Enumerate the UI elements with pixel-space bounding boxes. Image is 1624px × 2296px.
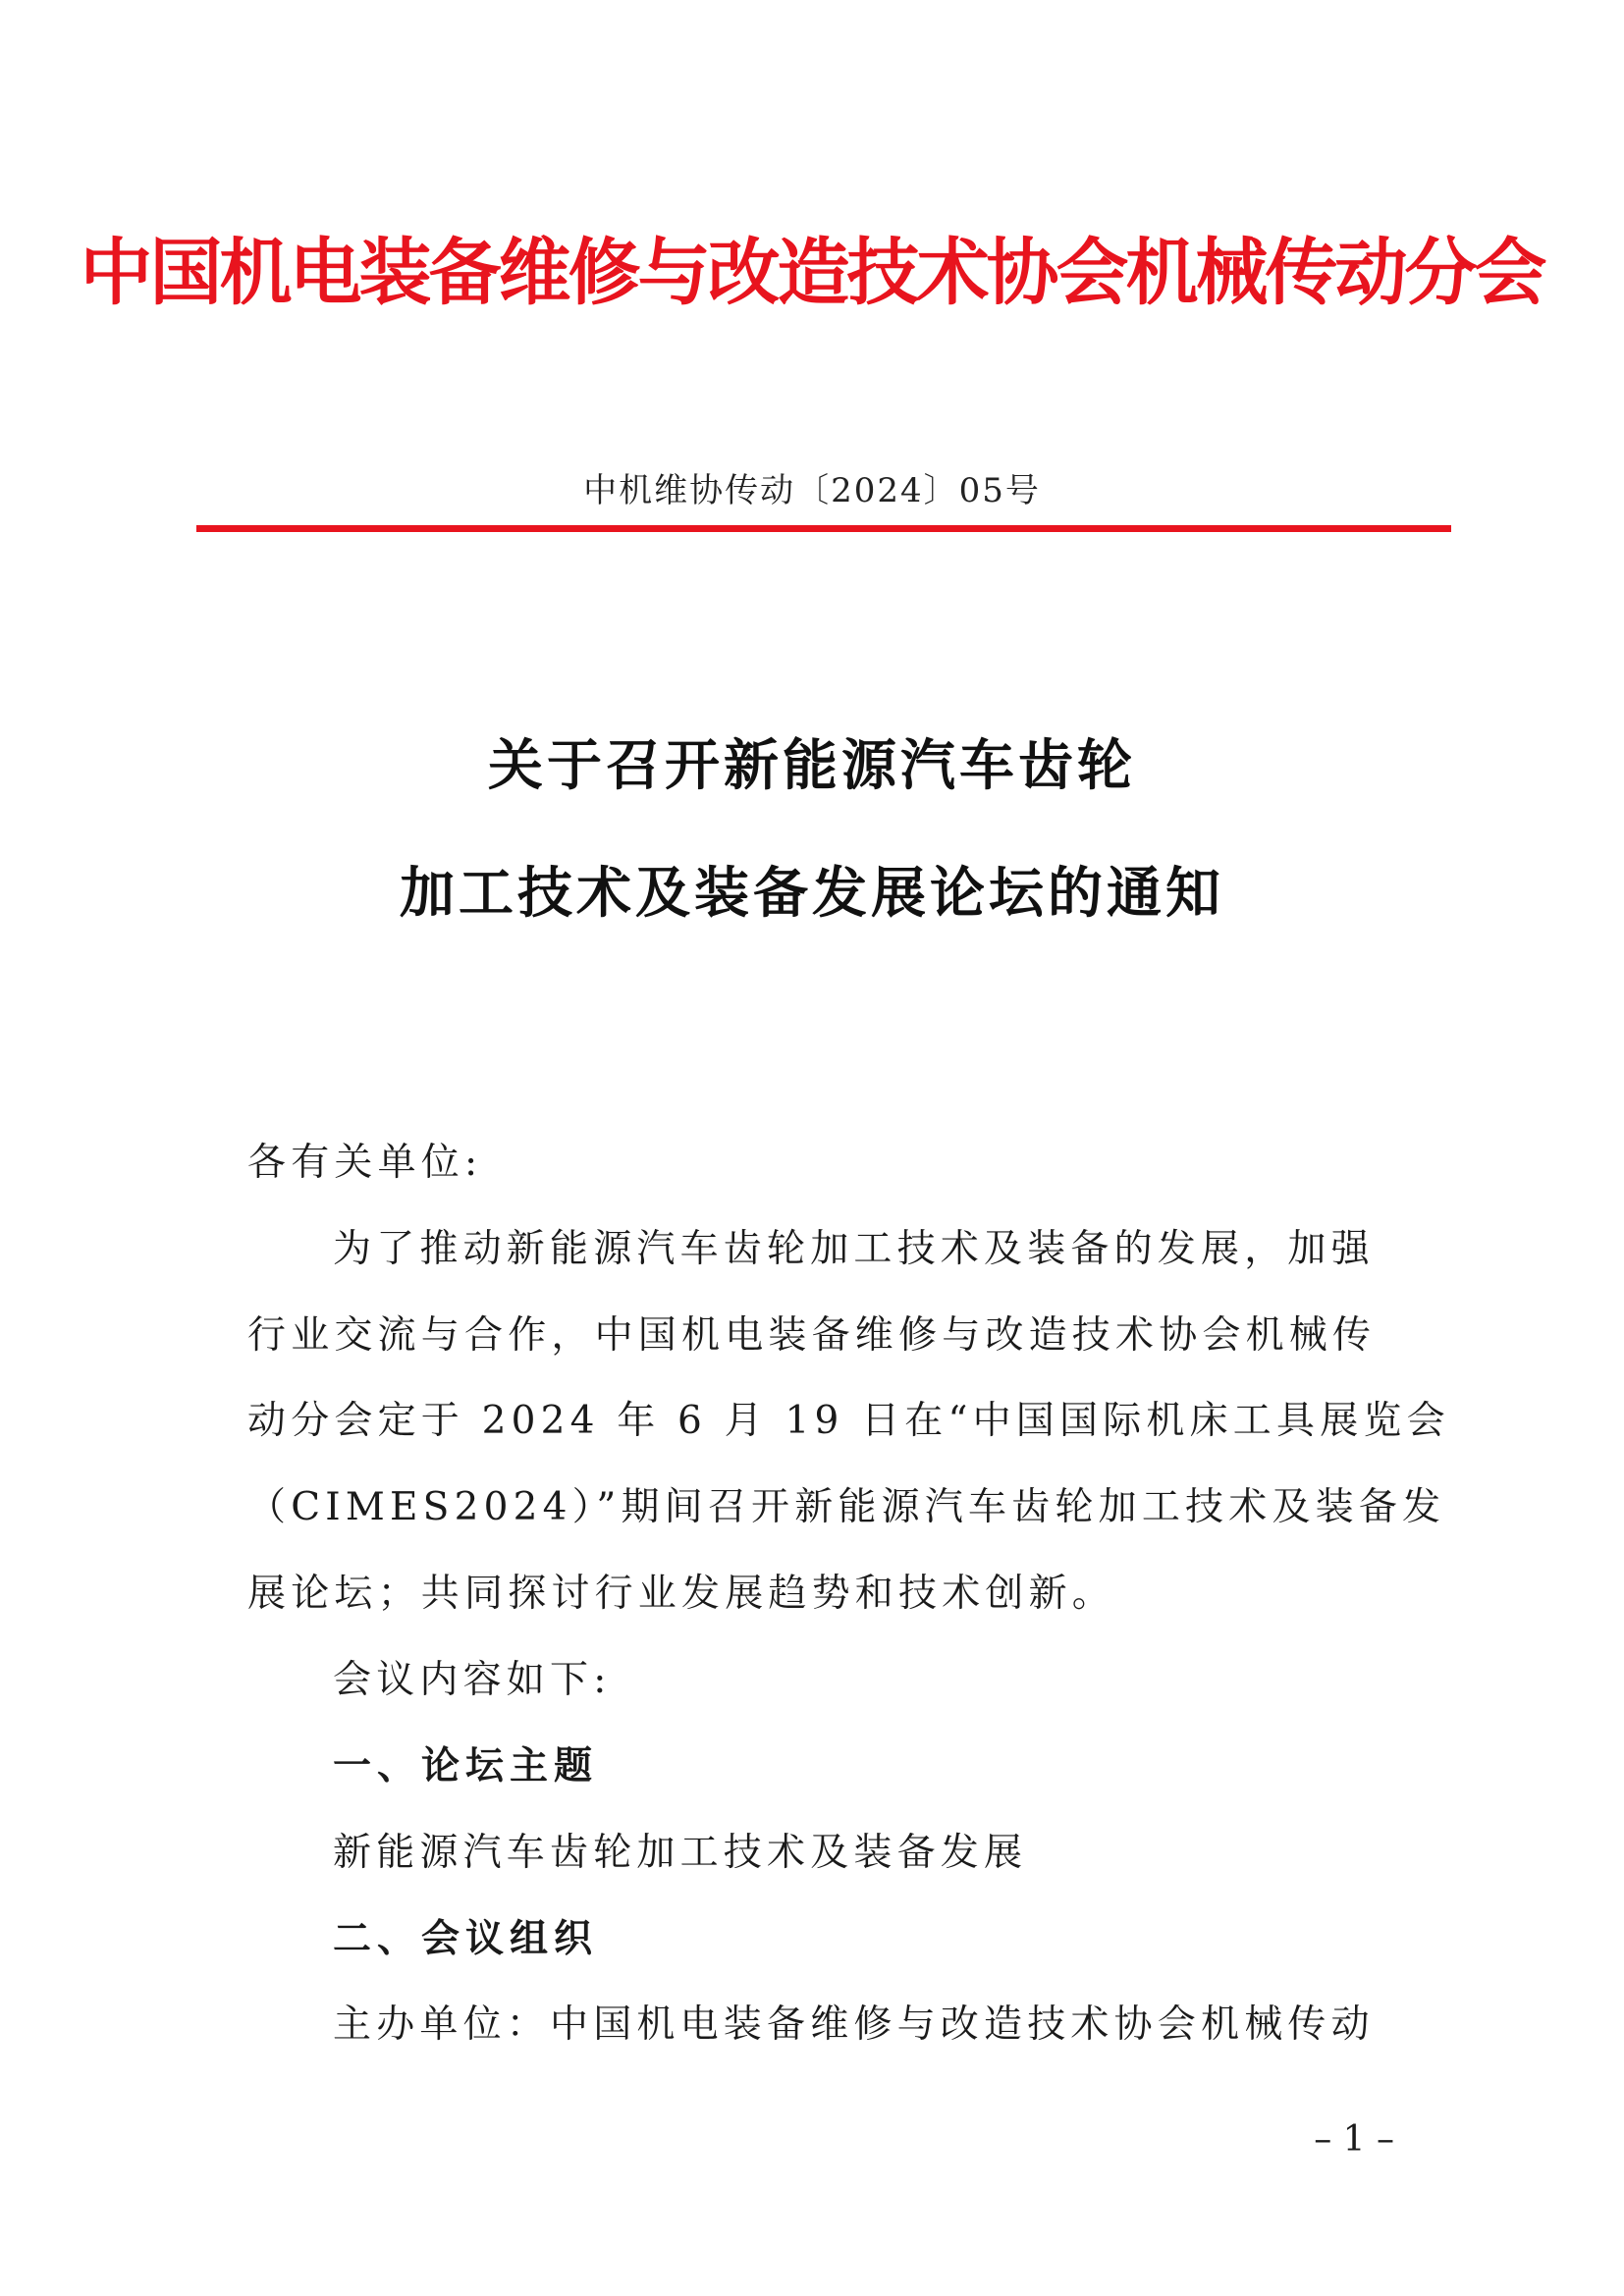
meeting-intro: 会议内容如下: <box>333 1658 612 1702</box>
paragraph-line: 展论坛；共同探讨行业发展趋势和技术创新。 <box>247 1572 1116 1616</box>
organizer-text: 主办单位：中国机电装备维修与改造技术协会机械传动 <box>333 2002 1375 2047</box>
document-number: 中机维协传动〔2024〕05号 <box>583 471 1041 510</box>
page-number: – 1 – <box>1314 2119 1394 2160</box>
document-title-line-2: 加工技术及装备发展论坛的通知 <box>400 862 1224 926</box>
red-divider-line <box>196 525 1451 532</box>
document-title-line-1: 关于召开新能源汽车齿轮 <box>488 734 1136 798</box>
forum-theme-text: 新能源汽车齿轮加工技术及装备发展 <box>333 1831 1028 1875</box>
section-heading-organization: 二、会议组织 <box>333 1917 599 1961</box>
paragraph-line: 为了推动新能源汽车齿轮加工技术及装备的发展，加强 <box>333 1227 1375 1271</box>
salutation: 各有关单位: <box>247 1141 483 1185</box>
issuing-organization-header: 中国机电装备维修与改造技术协会机械传动分会 <box>80 231 1544 315</box>
section-heading-forum-theme: 一、论坛主题 <box>333 1744 599 1789</box>
paragraph-line: （CIMES2024）”期间召开新能源汽车齿轮加工技术及装备发 <box>247 1485 1446 1529</box>
paragraph-line: 动分会定于 2024 年 6 月 19 日在“中国国际机床工具展览会 <box>247 1399 1450 1443</box>
paragraph-line: 行业交流与合作，中国机电装备维修与改造技术协会机械传 <box>247 1313 1377 1358</box>
